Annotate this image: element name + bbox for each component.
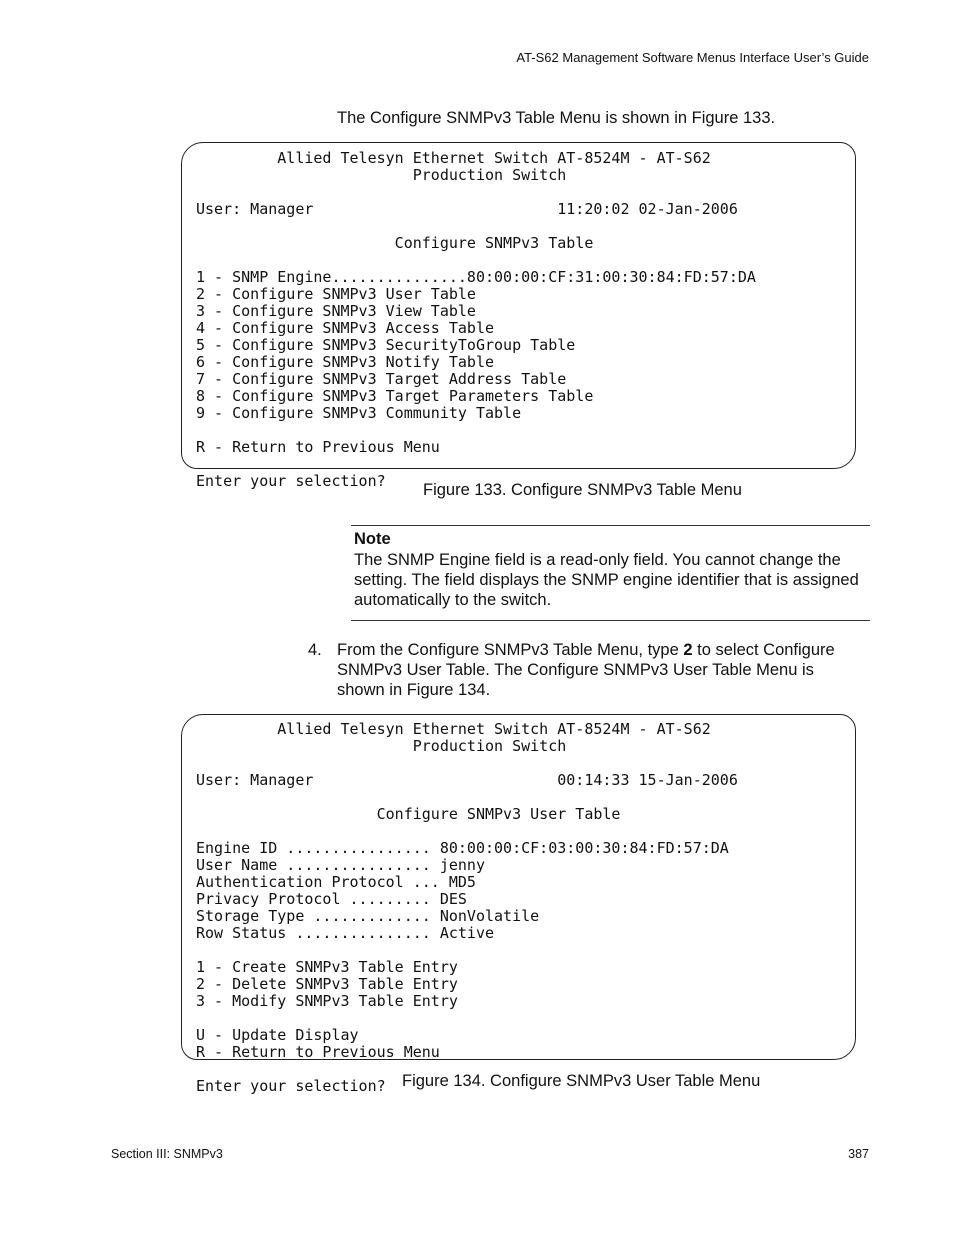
running-header: AT-S62 Management Software Menus Interface User’s Guide xyxy=(516,50,869,65)
step-4-paragraph xyxy=(337,640,862,700)
step-number: 4. xyxy=(308,641,322,659)
figure-133-terminal-text: Allied Telesyn Ethernet Switch AT-8524M - AT-S62 Production Switch User: Manager 11:20:02 02-Jan-2006 Configure SNMPv3 Table 1 - SNMP Engine...............80:00:00:CF:31:00:30:84:FD:57:DA 2 - Configure SNMPv3 User Table 3 - Configure SNMPv3 View Table 4 - Configure SNMPv3 Access Table 5 - Configure SNMPv3 SecurityToGroup Table 6 - Configure SNMPv3 Notify Table 7 - Configure SNMPv3 Target Address Table 8 - Configure SNMPv3 Target Parameters Table 9 - Configure SNMPv3 Community Table R - Return to Previous Menu Enter your selection? xyxy=(196,149,756,490)
note-title: Note xyxy=(354,530,391,548)
figure-134-terminal-text: Allied Telesyn Ethernet Switch AT-8524M - AT-S62 Production Switch User: Manager 00:14:33 15-Jan-2006 Configure SNMPv3 User Table Engine ID ................ 80:00:00:CF:03:00:30:84:FD:57:DA User Name ................ jenny Authentication Protocol ... MD5 Privacy Protocol ......... DES Storage Type ............. NonVolatile Row Status ............... Active 1 - Create SNMPv3 Table Entry 2 - Delete SNMPv3 Table Entry 3 - Modify SNMPv3 Table Entry U - Update Display R - Return to Previous Menu Enter your selection? xyxy=(196,720,738,1095)
step-4-text-b: to select Configure SNMPv3 User Table. The Configure SNMPv3 User Table Menu is shown in Figure 134. xyxy=(337,641,835,699)
step-4-key: 2 xyxy=(683,641,693,659)
note-box xyxy=(351,525,870,621)
intro-paragraph: The Configure SNMPv3 Table Menu is shown in Figure 133. xyxy=(337,109,776,127)
footer-page-number: 387 xyxy=(848,1147,869,1161)
footer-section: Section III: SNMPv3 xyxy=(111,1147,223,1161)
step-4-text-a: From the Configure SNMPv3 Table Menu, type xyxy=(337,641,684,659)
note-body: The SNMP Engine field is a read-only field. You cannot change the setting. The field displays the SNMP engine identifier that is assigned automatically to the switch. xyxy=(354,551,859,609)
figure-133-caption: Figure 133. Configure SNMPv3 Table Menu xyxy=(423,481,742,499)
figure-134-caption: Figure 134. Configure SNMPv3 User Table Menu xyxy=(402,1072,761,1090)
